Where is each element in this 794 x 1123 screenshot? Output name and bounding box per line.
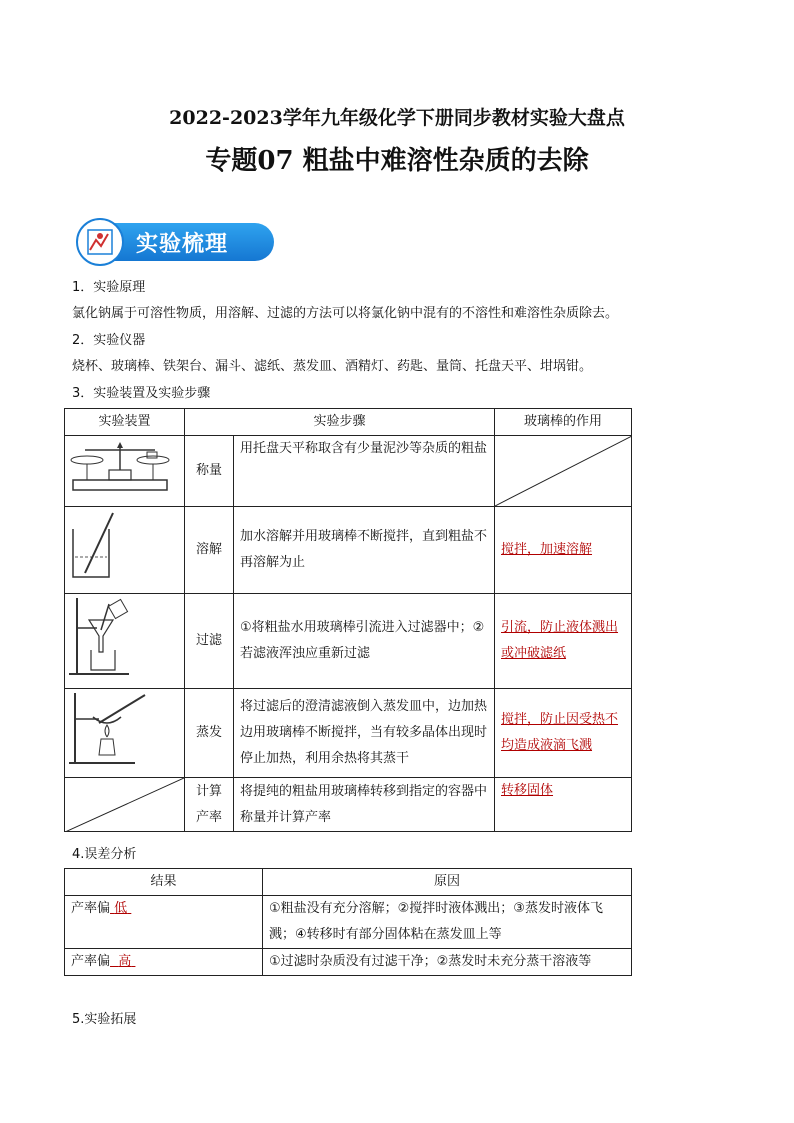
rod-role-none xyxy=(495,436,632,507)
section-banner xyxy=(76,218,276,266)
step-filter: 过滤 xyxy=(185,594,234,689)
result-high: 产率偏 高 xyxy=(65,949,263,976)
table-row xyxy=(65,507,632,594)
banner-label: 实验梳理 xyxy=(136,232,229,257)
table-row xyxy=(65,778,632,832)
header-apparatus: 实验装置 xyxy=(65,409,185,436)
document-subtitle: 专题07 粗盐中难溶性杂质的去除 xyxy=(205,146,589,176)
rod-role-evaporate: 搅拌，防止因受热不均造成液滴飞溅 xyxy=(495,689,632,778)
document-title: 2022-2023学年九年级化学下册同步教材实验大盘点 xyxy=(169,107,625,129)
table-row xyxy=(65,689,632,778)
reason-high: ①过滤时杂质没有过滤干净；②蒸发时未充分蒸干溶液等 xyxy=(263,949,632,976)
step-filter-text: ①将粗盐水用玻璃棒引流进入过滤器中；②若滤液浑浊应重新过滤 xyxy=(234,594,495,689)
header-steps: 实验步骤 xyxy=(185,409,495,436)
step-dissolve: 溶解 xyxy=(185,507,234,594)
section-2-heading: 2．实验仪器 xyxy=(72,333,146,348)
step-weigh-text: 用托盘天平称取含有少量泥沙等杂质的粗盐 xyxy=(234,436,495,507)
step-yield: 计算 产率 xyxy=(185,778,234,832)
header-reason: 原因 xyxy=(263,869,632,896)
section-4-heading: 4.误差分析 xyxy=(72,847,137,862)
beaker-stirring-icon xyxy=(65,507,185,594)
header-rod-role: 玻璃棒的作用 xyxy=(495,409,632,436)
result-low: 产率偏 低 xyxy=(65,896,263,949)
table-row xyxy=(65,436,632,507)
evaporation-icon xyxy=(65,689,185,778)
experiment-badge-icon xyxy=(76,218,124,266)
header-result: 结果 xyxy=(65,869,263,896)
reason-low: ①粗盐没有充分溶解；②搅拌时液体溅出；③蒸发时液体飞溅；④转移时有部分固体粘在蒸发皿上等 xyxy=(263,896,632,949)
rod-role-dissolve: 搅拌，加速溶解 xyxy=(495,507,632,594)
section-5-heading: 5.实验拓展 xyxy=(72,1012,137,1027)
apparatus-none xyxy=(65,778,185,832)
table-row xyxy=(65,949,632,976)
table-row xyxy=(65,896,632,949)
rod-role-filter: 引流，防止液体溅出或冲破滤纸 xyxy=(495,594,632,689)
error-table xyxy=(64,868,632,976)
filtration-icon xyxy=(65,594,185,689)
step-evaporate-text: 将过滤后的澄清滤液倒入蒸发皿中，边加热边用玻璃棒不断搅拌，当有较多晶体出现时停止加热，利用余热将其蒸干 xyxy=(234,689,495,778)
section-1-text: 氯化钠属于可溶性物质，用溶解、过滤的方法可以将氯化钠中混有的不溶性和难溶性杂质除去。 xyxy=(72,306,619,321)
rod-role-yield: 转移固体 xyxy=(495,778,632,832)
section-2-text: 烧杯、玻璃棒、铁架台、漏斗、滤纸、蒸发皿、酒精灯、药匙、量筒、托盘天平、坩埚钳。 xyxy=(72,359,593,374)
section-1-heading: 1．实验原理 xyxy=(72,280,146,295)
balance-icon xyxy=(65,436,185,507)
section-3-heading: 3．实验装置及实验步骤 xyxy=(72,386,211,401)
step-evaporate: 蒸发 xyxy=(185,689,234,778)
table-row xyxy=(65,594,632,689)
step-weigh: 称量 xyxy=(185,436,234,507)
step-yield-text: 将提纯的粗盐用玻璃棒转移到指定的容器中称量并计算产率 xyxy=(234,778,495,832)
steps-table xyxy=(64,408,632,832)
step-dissolve-text: 加水溶解并用玻璃棒不断搅拌，直到粗盐不再溶解为止 xyxy=(234,507,495,594)
